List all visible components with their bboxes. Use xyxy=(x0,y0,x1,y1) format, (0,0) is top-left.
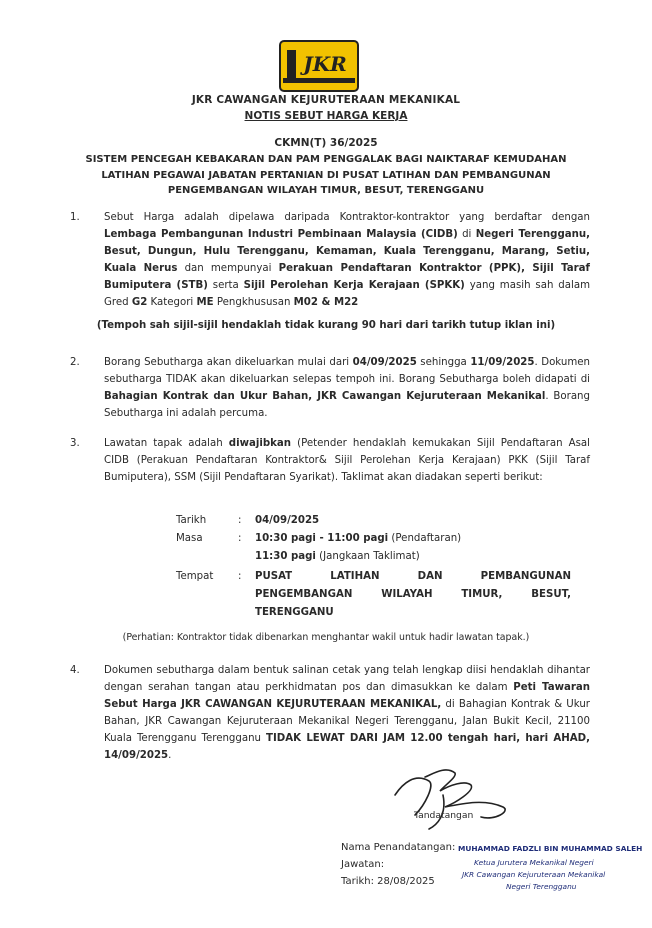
org-heading: JKR CAWANGAN KEJURUTERAAN MEKANIKAL xyxy=(191,94,461,106)
section-1-text: Sebut Harga adalah dipelawa daripada Kontraktor-kontraktor yang berdaftar dengan Lembaga Pembangunan Industri Pembinaan Malaysia (CIDB) di Negeri Terengganu, Besut, Dungun, Hulu Terengganu, Kemaman, Kuala Terengganu, Marang, Setiu, Kuala Nerus dan mempunyai Perakuan Pendaftaran Kontraktor (PPK), Sijil Taraf Bumiputera (STB) serta Sijil Perolehan Kerja Kerajaan (SPKK) yang masih sah dalam Gred G2 Kategori ME Pengkhususan M02 & M22 xyxy=(104,212,591,308)
masa-value-1: 10:30 pagi - 11:00 pagi (Pendaftaran) xyxy=(255,533,462,544)
jkr-logo xyxy=(279,40,359,92)
tarikh-colon: : xyxy=(238,515,242,526)
tarikh-label: Tarikh xyxy=(176,515,207,526)
section-1-note: (Tempoh sah sijil-sijil hendaklah tidak kurang 90 hari dari tarikh tutup iklan ini) xyxy=(96,320,556,331)
section-2-number: 2. xyxy=(70,357,80,368)
masa-label: Masa xyxy=(176,533,203,544)
section-3-number: 3. xyxy=(70,438,80,449)
section-4-number: 4. xyxy=(70,665,80,676)
tempat-label: Tempat xyxy=(176,571,214,582)
tempat-colon: : xyxy=(238,571,242,582)
masa-colon: : xyxy=(238,533,242,544)
handwritten-signature xyxy=(385,755,545,835)
stamp-name: MUHAMMAD FADZLI BIN MUHAMMAD SALEH xyxy=(458,844,643,853)
nama-label: Nama Penandatangan: xyxy=(341,842,456,853)
stamp-line-3: Negeri Terengganu xyxy=(506,882,577,891)
section-2-text: Borang Sebutharga akan dikeluarkan mulai dari 04/09/2025 sehingga 11/09/2025. Dokumen sebutharga TIDAK akan dikeluarkan selepas tempoh ini. Borang Sebutharga boleh didapati di Bahagian Kontrak dan Ukur Bahan, JKR Cawangan Kejuruteraan Mekanikal. Borang Sebutharga ini adalah percuma. xyxy=(104,357,591,419)
stamp-line-1: Ketua Jurutera Mekanikal Negeri xyxy=(474,858,594,867)
stamp-line-2: JKR Cawangan Kejuruteraan Mekanikal xyxy=(462,870,606,879)
logo-text: JKR xyxy=(303,52,347,76)
jawatan-label: Jawatan: xyxy=(341,859,385,870)
reference-number: CKMN(T) 36/2025 xyxy=(274,137,378,149)
masa-value-2: 11:30 pagi (Jangkaan Taklimat) xyxy=(255,551,420,562)
section-3-text: Lawatan tapak adalah diwajibkan (Petender hendaklah kemukakan Sijil Pendaftaran Asal CIDB (Perakuan Pendaftaran Kontraktor& Sijil Perolehan Kerja Kerajaan) PKK (Sijil Taraf Bumiputera), SSM (Sijil Pendaftaran Syarikat). Taklimat akan diadakan seperti berikut: xyxy=(104,438,590,483)
section-4-text: Dokumen sebutharga dalam bentuk salinan cetak yang telah lengkap diisi hendaklah dihantar dengan serahan tangan atau perkhidmatan pos dan dimasukkan ke dalam Peti Tawaran Sebut Harga JKR CAWANGAN KEJURUTERAAN MEKANIKAL, di Bahagian Kontrak & Ukur Bahan, JKR Cawangan Kejuruteraan Mekanikal Negeri Terengganu, Jalan Bukit Kecil, 21100 Kuala Terengganu Terengganu TIDAK LEWAT DARI JAM 12.00 tengah hari, hari AHAD, 14/09/2025. xyxy=(104,665,591,761)
section-3-note: (Perhatian: Kontraktor tidak dibenarkan menghantar wakil untuk hadir lawatan tapak.) xyxy=(122,632,530,643)
tandatangan-label: Tandatangan xyxy=(414,810,474,821)
tempat-value: PUSAT LATIHAN DAN PEMBANGUNAN PENGEMBANGAN WILAYAH TIMUR, BESUT, TERENGGANU xyxy=(255,571,571,618)
tarikh-value: 04/09/2025 xyxy=(255,515,320,526)
notice-heading: NOTIS SEBUT HARGA KERJA xyxy=(244,110,408,122)
section-1-number: 1. xyxy=(70,212,80,223)
signature-date: Tarikh: 28/08/2025 xyxy=(341,876,435,887)
project-title: SISTEM PENCEGAH KEBAKARAN DAN PAM PENGGALAK BAGI NAIKTARAF KEMUDAHAN LATIHAN PEGAWAI JABATAN PERTANIAN DI PUSAT LATIHAN DAN PEMBANGUNAN PENGEMBANGAN WILAYAH TIMUR, BESUT, TERENGGANU xyxy=(85,154,567,196)
